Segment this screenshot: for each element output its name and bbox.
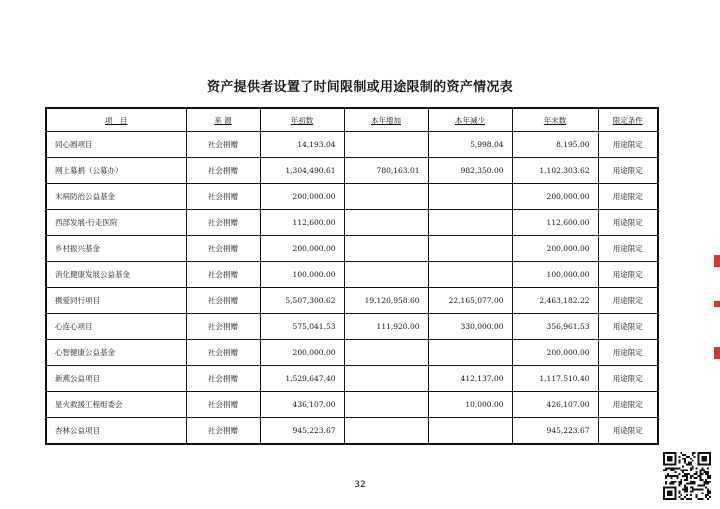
opening-cell: 200,000.00 — [260, 236, 344, 262]
closing-cell: 200,000.00 — [512, 236, 598, 262]
table-row — [46, 366, 658, 392]
restricted-assets-table — [45, 107, 659, 445]
item-name-cell: 杏林公益项目 — [46, 418, 186, 445]
restriction-cell: 用途限定 — [598, 262, 658, 288]
restriction-cell: 用途限定 — [598, 288, 658, 314]
closing-cell: 356,961.53 — [512, 314, 598, 340]
source-cell: 社会捐赠 — [186, 314, 260, 340]
opening-cell: 5,507,300.62 — [260, 288, 344, 314]
increase-cell — [344, 418, 428, 445]
increase-cell: 780,163.01 — [344, 158, 428, 184]
item-name-cell: 携爱同行项目 — [46, 288, 186, 314]
item-name-cell: 未病防治公益基金 — [46, 184, 186, 210]
source-cell: 社会捐赠 — [186, 366, 260, 392]
decrease-cell — [428, 418, 512, 445]
item-name-cell: 星火救援工程组委会 — [46, 392, 186, 418]
closing-cell: 945,223.67 — [512, 418, 598, 445]
closing-cell: 112,600.00 — [512, 210, 598, 236]
item-name-cell: 新燕公益项目 — [46, 366, 186, 392]
decrease-cell — [428, 236, 512, 262]
item-name-cell: 消化健康发展公益基金 — [46, 262, 186, 288]
closing-cell: 1,102,303.62 — [512, 158, 598, 184]
opening-cell: 112,600.00 — [260, 210, 344, 236]
source-cell: 社会捐赠 — [186, 340, 260, 366]
restriction-cell: 用途限定 — [598, 210, 658, 236]
item-name-cell: 网上募捐（公募办） — [46, 158, 186, 184]
restriction-cell: 用途限定 — [598, 340, 658, 366]
table-row — [46, 158, 658, 184]
decrease-cell: 982,350.00 — [428, 158, 512, 184]
decrease-cell: 330,000.00 — [428, 314, 512, 340]
table-row — [46, 236, 658, 262]
item-name-cell: 心连心项目 — [46, 314, 186, 340]
table-row — [46, 418, 658, 445]
decrease-cell: 5,998.04 — [428, 132, 512, 158]
closing-cell: 100,000.00 — [512, 262, 598, 288]
opening-cell: 436,107.00 — [260, 392, 344, 418]
column-header-opening: 年初数 — [260, 108, 344, 132]
decrease-cell — [428, 210, 512, 236]
decrease-cell: 22,165,077.00 — [428, 288, 512, 314]
column-header-decrease: 本年减少 — [428, 108, 512, 132]
increase-cell — [344, 340, 428, 366]
increase-cell — [344, 210, 428, 236]
decrease-cell — [428, 340, 512, 366]
opening-cell: 14,193.04 — [260, 132, 344, 158]
increase-cell — [344, 236, 428, 262]
closing-cell: 426,107.00 — [512, 392, 598, 418]
table-row — [46, 132, 658, 158]
increase-cell — [344, 184, 428, 210]
restriction-cell: 用途限定 — [598, 132, 658, 158]
closing-cell: 2,463,182.22 — [512, 288, 598, 314]
closing-cell: 8,195.00 — [512, 132, 598, 158]
opening-cell: 945,223.67 — [260, 418, 344, 445]
opening-cell: 1,304,490.61 — [260, 158, 344, 184]
item-name-cell: 乡村振兴基金 — [46, 236, 186, 262]
item-name-cell: 心智健康公益基金 — [46, 340, 186, 366]
restriction-cell: 用途限定 — [598, 184, 658, 210]
source-cell: 社会捐赠 — [186, 132, 260, 158]
decrease-cell — [428, 184, 512, 210]
table-row — [46, 392, 658, 418]
decrease-cell: 412,137.00 — [428, 366, 512, 392]
increase-cell: 19,120,958.60 — [344, 288, 428, 314]
increase-cell — [344, 132, 428, 158]
closing-cell: 1,117,510.40 — [512, 366, 598, 392]
source-cell: 社会捐赠 — [186, 392, 260, 418]
increase-cell: 111,920.00 — [344, 314, 428, 340]
closing-cell: 200,000.00 — [512, 184, 598, 210]
opening-cell: 575,041.53 — [260, 314, 344, 340]
restriction-cell: 用途限定 — [598, 314, 658, 340]
increase-cell — [344, 392, 428, 418]
table-body — [46, 132, 658, 445]
source-cell: 社会捐赠 — [186, 418, 260, 445]
restriction-cell: 用途限定 — [598, 418, 658, 445]
column-header-item: 项 目 — [46, 108, 186, 132]
page-number: 32 — [354, 480, 366, 490]
column-header-closing: 年末数 — [512, 108, 598, 132]
table-header-row — [46, 108, 658, 132]
source-cell: 社会捐赠 — [186, 262, 260, 288]
page-title: 资产提供者设置了时间限制或用途限制的资产情况表 — [207, 80, 513, 95]
source-cell: 社会捐赠 — [186, 210, 260, 236]
column-header-increase: 本年增加 — [344, 108, 428, 132]
table-row — [46, 210, 658, 236]
restriction-cell: 用途限定 — [598, 392, 658, 418]
table-row — [46, 288, 658, 314]
increase-cell — [344, 366, 428, 392]
table-row — [46, 184, 658, 210]
source-cell: 社会捐赠 — [186, 288, 260, 314]
opening-cell: 200,000.00 — [260, 340, 344, 366]
source-cell: 社会捐赠 — [186, 236, 260, 262]
restriction-cell: 用途限定 — [598, 236, 658, 262]
source-cell: 社会捐赠 — [186, 184, 260, 210]
decrease-cell: 10,000.00 — [428, 392, 512, 418]
closing-cell: 200,000.00 — [512, 340, 598, 366]
table-row — [46, 340, 658, 366]
qr-code-icon — [663, 452, 711, 500]
item-name-cell: 西部发展-行走医院 — [46, 210, 186, 236]
item-name-cell: 同心圆项目 — [46, 132, 186, 158]
table-row — [46, 262, 658, 288]
opening-cell: 1,529,647.40 — [260, 366, 344, 392]
restriction-cell: 用途限定 — [598, 158, 658, 184]
table-row — [46, 314, 658, 340]
increase-cell — [344, 262, 428, 288]
edge-marks — [714, 255, 720, 365]
opening-cell: 200,000.00 — [260, 184, 344, 210]
source-cell: 社会捐赠 — [186, 158, 260, 184]
column-header-source: 来 源 — [186, 108, 260, 132]
restriction-cell: 用途限定 — [598, 366, 658, 392]
column-header-restriction: 限定条件 — [598, 108, 658, 132]
opening-cell: 100,000.00 — [260, 262, 344, 288]
decrease-cell — [428, 262, 512, 288]
